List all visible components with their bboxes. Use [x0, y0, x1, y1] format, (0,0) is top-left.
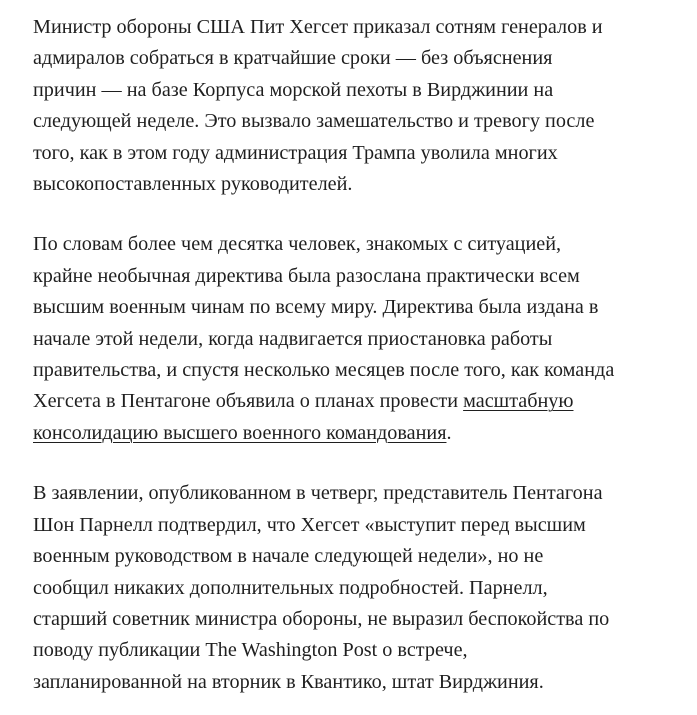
text-line: крайне необычная директива была разослана практически всем [33, 264, 580, 287]
article-body [33, 12, 673, 698]
text-line: правительства, и спустя несколько месяцев после того, как команда [33, 359, 615, 382]
text-line: военным руководством в начале следующей недели», но не [33, 545, 544, 568]
text-line: запланированной на вторник в Квантико, штат Вирджиния. [33, 670, 544, 693]
text-segment: Хегсета в Пентагоне объявила о планах провести [33, 390, 464, 413]
text-line: Шон Парнелл подтвердил, что Хегсет «выступит перед высшим [33, 513, 586, 536]
text-line: начале этой недели, когда надвигается приостановка работы [33, 327, 553, 350]
text-line: следующей неделе. Это вызвало замешательство и тревогу после [33, 110, 595, 133]
text-line: причин — на базе Корпуса морской пехоты в Вирджинии на [33, 78, 554, 101]
text-line: адмиралов собраться в кратчайшие сроки — без объяснения [33, 47, 553, 70]
text-line: По словам более чем десятка человек, знакомых с ситуацией, [33, 233, 562, 256]
text-line: высокопоставленных руководителей. [33, 173, 353, 196]
paragraph-2 [33, 229, 673, 449]
text-line: того, как в этом году администрация Трампа уволила многих [33, 141, 558, 164]
text-line: сообщил никаких дополнительных подробностей. Парнелл, [33, 576, 548, 599]
text-line: Министр обороны США Пит Хегсет приказал сотням генералов и [33, 16, 603, 38]
text-line: поводу публикации The Washington Post о встрече, [33, 639, 468, 662]
consolidation-article-link[interactable]: масштабную [463, 390, 574, 413]
text-line: высшим военным чинам по всему миру. Директива была издана в [33, 296, 599, 319]
text-line: В заявлении, опубликованном в четверг, представитель Пентагона [33, 482, 603, 505]
text-line [33, 418, 673, 449]
consolidation-article-link-continued[interactable]: консолидацию высшего военного командования [33, 421, 447, 444]
text-line [33, 386, 673, 417]
text-line: старший советник министра обороны, не выразил беспокойства по [33, 607, 610, 630]
paragraph-1 [33, 12, 673, 200]
text-segment: . [446, 421, 452, 444]
paragraph-3 [33, 478, 673, 698]
